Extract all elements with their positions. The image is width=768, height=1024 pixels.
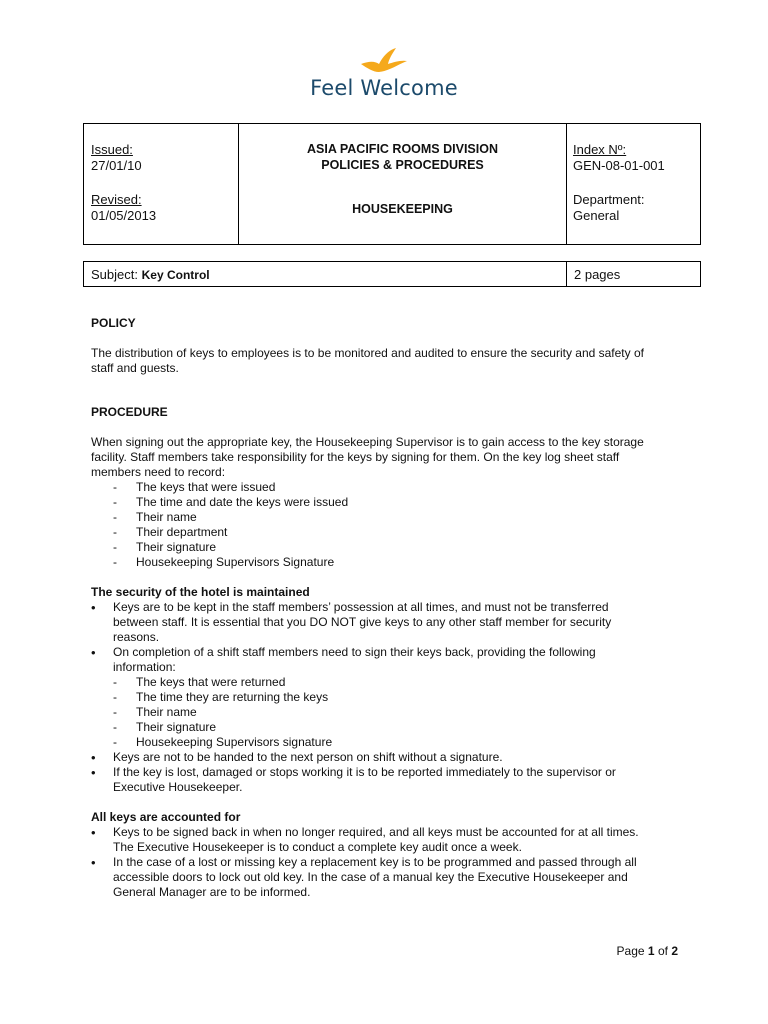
department-label: Department:	[573, 192, 645, 207]
policy-text	[91, 346, 691, 376]
list-item	[91, 600, 691, 645]
page-label: Page	[616, 944, 645, 958]
bullet-line: • In the case of a lost or missing key a replacement key is to be programmed and passed through all	[113, 855, 637, 869]
accounted-heading: All keys are accounted for	[91, 810, 241, 824]
list-item: - Their signature	[113, 720, 691, 735]
logo	[0, 46, 768, 100]
list-item: - Their name	[91, 510, 691, 525]
list-item: - The keys that were returned	[113, 675, 691, 690]
list-item	[91, 825, 691, 855]
subject-label: Subject:	[91, 266, 138, 282]
header-table	[83, 123, 701, 245]
division-title: ASIA PACIFIC ROOMS DIVISION	[307, 142, 498, 156]
list-item	[91, 645, 691, 750]
revised-value: 01/05/2013	[91, 208, 157, 223]
policy-heading: POLICY	[91, 316, 136, 330]
issued-label: Issued:	[91, 142, 133, 157]
bullet-line: reasons.	[113, 630, 160, 644]
department-title: HOUSEKEEPING	[352, 202, 453, 216]
procedure-text	[91, 435, 691, 480]
list-item: - Their department	[91, 525, 691, 540]
bullet-line: Executive Housekeeper.	[113, 780, 243, 794]
revised-label: Revised:	[91, 192, 142, 207]
bullet-line: General Manager are to be informed.	[113, 885, 311, 899]
division-cell	[239, 124, 567, 245]
list-item: - The time they are returning the keys	[113, 690, 691, 705]
list-item	[91, 855, 691, 900]
bullet-line: between staff. It is essential that you DO NOT give keys to any other staff member for security	[113, 615, 612, 629]
issued-value: 27/01/10	[91, 158, 142, 173]
subject-cell	[84, 262, 567, 287]
security-list	[91, 600, 691, 795]
list-item	[91, 765, 691, 795]
bird-icon	[359, 46, 409, 74]
accounted-list	[91, 825, 691, 900]
list-item: • Keys are not to be handed to the next person on shift without a signature.	[91, 750, 691, 765]
page-total: 2	[671, 944, 678, 958]
list-item: - Housekeeping Supervisors Signature	[91, 555, 691, 570]
policy-line: staff and guests.	[91, 361, 179, 375]
policies-title: POLICIES & PROCEDURES	[321, 158, 484, 172]
list-item: - The time and date the keys were issued	[91, 495, 691, 510]
bullet-line: • If the key is lost, damaged or stops working it is to be reported immediately to the supervisor or	[113, 765, 616, 779]
document-body	[91, 316, 691, 900]
pages-cell	[567, 262, 701, 287]
pages-count: 2 pages	[574, 266, 621, 282]
page-current: 1	[647, 944, 655, 958]
index-value: GEN-08-01-001	[573, 158, 665, 173]
bullet-line: accessible doors to lock out old key. In the case of a manual key the Executive Housekeeper and	[113, 870, 628, 884]
subject-value: Key Control	[141, 267, 210, 282]
procedure-list	[91, 480, 691, 570]
index-cell	[567, 124, 701, 245]
procedure-line: When signing out the appropriate key, the Housekeeping Supervisor is to gain access to the key storage	[91, 435, 644, 449]
bullet-line: • Keys to be signed back in when no longer required, and all keys must be accounted for at all times.	[113, 825, 639, 839]
logo-text: Feel Welcome	[310, 76, 458, 100]
security-heading: The security of the hotel is maintained	[91, 585, 310, 599]
policy-line: The distribution of keys to employees is to be monitored and audited to ensure the security and safety of	[91, 346, 644, 360]
issued-cell	[84, 124, 239, 245]
list-item: - Their signature	[91, 540, 691, 555]
list-item: - Housekeeping Supervisors signature	[113, 735, 691, 750]
bullet-line: The Executive Housekeeper is to conduct a complete key audit once a week.	[113, 840, 522, 854]
list-item: - Their name	[113, 705, 691, 720]
subject-table	[83, 261, 701, 287]
bullet-line: • Keys are to be kept in the staff members’ possession at all times, and must not be transferred	[113, 600, 609, 614]
procedure-heading: PROCEDURE	[91, 405, 168, 419]
list-item: - The keys that were issued	[91, 480, 691, 495]
return-list	[113, 675, 691, 750]
department-value: General	[573, 208, 620, 223]
index-label: Index Nº:	[573, 142, 627, 157]
page-number	[617, 944, 678, 958]
procedure-line: facility. Staff members take responsibility for the keys by signing for them. On the key log sheet staff	[91, 450, 620, 464]
bullet-line: • On completion of a shift staff members need to sign their keys back, providing the following	[113, 645, 596, 659]
procedure-line: members need to record:	[91, 465, 226, 479]
of-label: of	[657, 944, 668, 958]
bullet-line: information:	[113, 660, 176, 674]
